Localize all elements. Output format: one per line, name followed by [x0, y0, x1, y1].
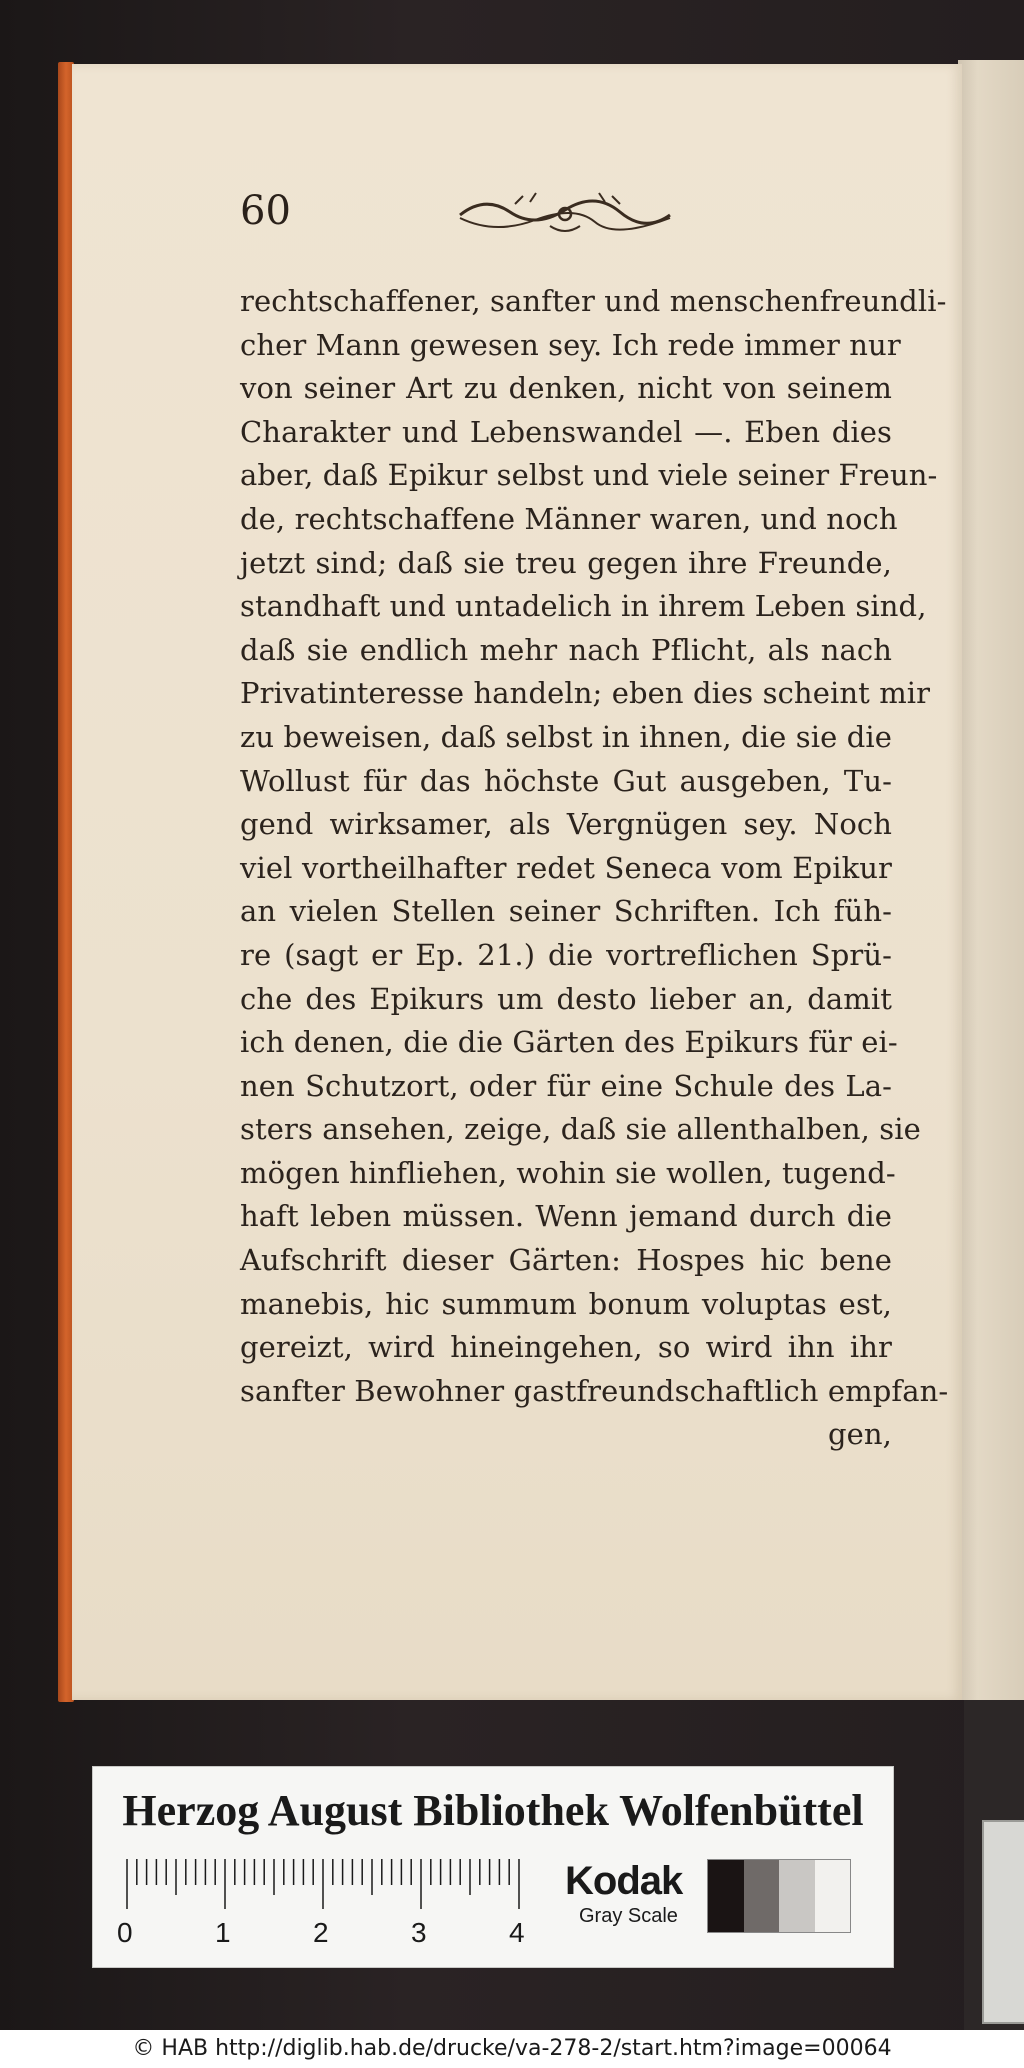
ruler-number: 4 [509, 1917, 525, 1948]
text-line: nen Schutzort, oder für eine Schule des La- [240, 1068, 892, 1103]
kodak-logo: Kodak [565, 1859, 683, 1903]
page-number: 60 [240, 188, 291, 234]
library-title: Herzog August Bibliothek Wolfenbüttel [122, 1786, 864, 1835]
catchword: gen, [827, 1417, 892, 1452]
text-line: standhaft und untadelich in ihrem Leben sind, [240, 589, 927, 624]
text-line: rechtschaffener, sanfter und menschenfreundli- [240, 284, 947, 318]
gray-swatches [707, 1859, 851, 1933]
scanner-edge [964, 1700, 1024, 2030]
text-line: gereizt, wird hineingehen, so wird ihn ihr [240, 1330, 892, 1365]
ruler-number: 0 [117, 1917, 133, 1948]
text-line: zu beweisen, daß selbst in ihnen, die sie die [240, 719, 892, 754]
ruler-icon [117, 1859, 537, 1909]
text-line: de, rechtschaffene Männer waren, und noch [240, 501, 898, 536]
swatch [708, 1860, 744, 1932]
text-line: ich denen, die die Gärten des Epikurs für ei- [240, 1025, 898, 1060]
facing-page-edge [958, 60, 1024, 1700]
body-text [240, 280, 949, 1457]
swatch [779, 1860, 815, 1932]
text-line: viel vortheilhafter redet Seneca vom Epikur [240, 850, 892, 885]
text-line: haft leben müssen. Wenn jemand durch die [240, 1199, 892, 1234]
text-line: re (sagt er Ep. 21.) die vortreflichen Sprü- [240, 937, 892, 972]
text-line: von seiner Art zu denken, nicht von seinem [240, 371, 892, 406]
ornament-icon [455, 190, 675, 240]
text-line: jetzt sind; daß sie treu gegen ihre Freunde, [240, 545, 892, 580]
text-line: aber, daß Epikur selbst und viele seiner Freun- [240, 458, 938, 493]
text-line: daß sie endlich mehr nach Pflicht, als nach [240, 632, 892, 667]
swatch [815, 1860, 851, 1932]
gray-scale-label: Gray Scale [579, 1905, 678, 1927]
text-line: gend wirksamer, als Vergnügen sey. Noch [240, 807, 892, 842]
text-line: an vielen Stellen seiner Schriften. Ich füh- [240, 894, 892, 929]
copyright-footer: © HAB http://diglib.hab.de/drucke/va-278-2/start.htm?image=00064 [0, 2030, 1024, 2068]
text-line: Charakter und Lebenswandel —. Eben dies [240, 414, 892, 449]
text-line: Privatinteresse handeln; eben dies scheint mir [240, 676, 931, 711]
text-line: sters ansehen, zeige, daß sie allenthalben, sie [240, 1112, 921, 1147]
ruler-number: 2 [313, 1917, 329, 1948]
text-line: Aufschrift dieser Gärten: Hospes hic bene [240, 1243, 892, 1278]
swatch [744, 1860, 780, 1932]
side-card [982, 1820, 1024, 2024]
text-line: cher Mann gewesen sey. Ich rede immer nur [240, 327, 901, 362]
ruler-number: 1 [215, 1917, 231, 1948]
color-chart [92, 1766, 894, 1968]
text-line: mögen hinfliehen, wohin sie wollen, tugend- [240, 1155, 896, 1190]
ruler-number: 3 [411, 1917, 427, 1948]
text-line: che des Epikurs um desto lieber an, damit [240, 981, 892, 1016]
text-line: sanfter Bewohner gastfreundschaftlich empfan- [240, 1373, 949, 1408]
text-line: Wollust für das höchste Gut ausgeben, Tu- [240, 763, 892, 798]
text-line: manebis, hic summum bonum voluptas est, [240, 1286, 892, 1321]
